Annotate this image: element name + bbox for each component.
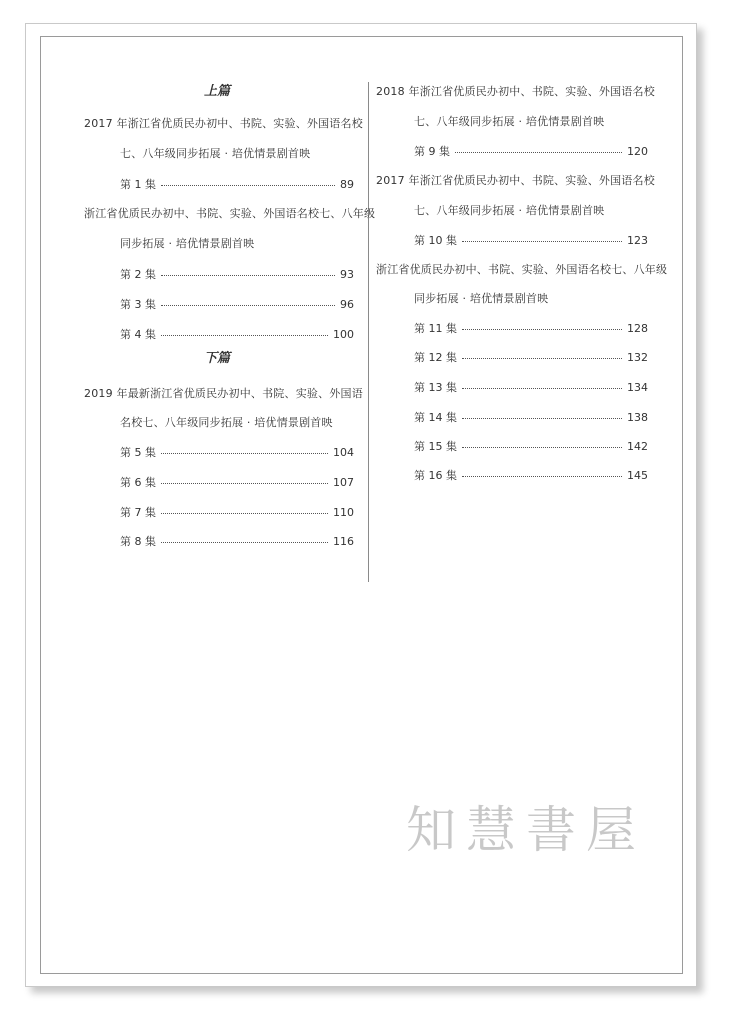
leader-dots — [161, 175, 335, 186]
toc-entry-label: 第 14 集 — [414, 411, 457, 424]
leader-dots — [462, 231, 622, 242]
toc-entry-label: 第 16 集 — [414, 469, 457, 482]
leader-dots — [462, 378, 622, 389]
toc-entry-label: 第 6 集 — [120, 476, 156, 489]
group-heading-line: 2018 年浙江省优质民办初中、书院、实验、外国语名校 — [376, 85, 655, 98]
toc-entry-page: 100 — [333, 328, 354, 341]
leader-dots — [455, 142, 622, 153]
toc-entry-5[interactable] — [120, 445, 354, 460]
toc-entry-page: 96 — [340, 298, 354, 311]
leader-dots — [161, 265, 335, 276]
toc-entry-13[interactable] — [414, 380, 648, 395]
toc-entry-3[interactable] — [120, 297, 354, 312]
toc-entry-page: 132 — [627, 351, 648, 364]
leader-dots — [462, 319, 622, 330]
leader-dots — [462, 466, 622, 477]
watermark-text: 知慧書屋 — [406, 801, 646, 859]
toc-entry-label: 第 3 集 — [120, 298, 156, 311]
group-heading-line: 2017 年浙江省优质民办初中、书院、实验、外国语名校 — [376, 174, 655, 187]
toc-entry-label: 第 1 集 — [120, 178, 156, 191]
toc-entry-page: 89 — [340, 178, 354, 191]
toc-entry-15[interactable] — [414, 439, 648, 454]
toc-entry-page: 110 — [333, 506, 354, 519]
section-title-lower: 下篇 — [204, 351, 231, 366]
toc-entry-page: 145 — [627, 469, 648, 482]
group-heading-line: 同步拓展 · 培优情景剧首映 — [414, 292, 549, 305]
toc-entry-label: 第 13 集 — [414, 381, 457, 394]
toc-entry-label: 第 7 集 — [120, 506, 156, 519]
toc-entry-label: 第 15 集 — [414, 440, 457, 453]
toc-entry-2[interactable] — [120, 267, 354, 282]
leader-dots — [161, 325, 328, 336]
toc-entry-page: 107 — [333, 476, 354, 489]
toc-entry-page: 142 — [627, 440, 648, 453]
toc-entry-page: 134 — [627, 381, 648, 394]
toc-entry-8[interactable] — [120, 534, 354, 549]
group-heading-line: 七、八年级同步拓展 · 培优情景剧首映 — [414, 204, 605, 217]
group-heading-line: 2019 年最新浙江省优质民办初中、书院、实验、外国语 — [84, 387, 363, 400]
group-heading-line: 名校七、八年级同步拓展 · 培优情景剧首映 — [120, 416, 333, 429]
group-heading-line: 2017 年浙江省优质民办初中、书院、实验、外国语名校 — [84, 117, 363, 130]
leader-dots — [462, 408, 622, 419]
toc-entry-1[interactable] — [120, 177, 354, 192]
toc-entry-page: 104 — [333, 446, 354, 459]
leader-dots — [161, 503, 328, 514]
group-heading-line: 浙江省优质民办初中、书院、实验、外国语名校七、八年级 — [84, 207, 376, 220]
toc-entry-label: 第 12 集 — [414, 351, 457, 364]
leader-dots — [462, 348, 622, 359]
toc-entry-12[interactable] — [414, 350, 648, 365]
leader-dots — [161, 532, 328, 543]
group-heading-line: 七、八年级同步拓展 · 培优情景剧首映 — [120, 147, 311, 160]
toc-entry-label: 第 8 集 — [120, 535, 156, 548]
toc-entry-label: 第 11 集 — [414, 322, 457, 335]
toc-entry-16[interactable] — [414, 468, 648, 483]
column-divider — [368, 82, 369, 582]
toc-entry-page: 120 — [627, 145, 648, 158]
toc-entry-page: 138 — [627, 411, 648, 424]
toc-entry-label: 第 2 集 — [120, 268, 156, 281]
group-heading-line: 同步拓展 · 培优情景剧首映 — [120, 237, 255, 250]
toc-entry-page: 128 — [627, 322, 648, 335]
toc-entry-6[interactable] — [120, 475, 354, 490]
toc-entry-label: 第 4 集 — [120, 328, 156, 341]
toc-entry-4[interactable] — [120, 327, 354, 342]
leader-dots — [462, 437, 622, 448]
leader-dots — [161, 295, 335, 306]
section-title-upper: 上篇 — [204, 84, 231, 99]
leader-dots — [161, 473, 328, 484]
toc-entry-10[interactable] — [414, 233, 648, 248]
toc-entry-9[interactable] — [414, 144, 648, 159]
toc-entry-page: 116 — [333, 535, 354, 548]
toc-entry-page: 93 — [340, 268, 354, 281]
toc-entry-11[interactable] — [414, 321, 648, 336]
group-heading-line: 浙江省优质民办初中、书院、实验、外国语名校七、八年级 — [376, 263, 668, 276]
toc-entry-page: 123 — [627, 234, 648, 247]
toc-entry-label: 第 5 集 — [120, 446, 156, 459]
toc-entry-7[interactable] — [120, 505, 354, 520]
group-heading-line: 七、八年级同步拓展 · 培优情景剧首映 — [414, 115, 605, 128]
leader-dots — [161, 443, 328, 454]
toc-entry-label: 第 9 集 — [414, 145, 450, 158]
toc-entry-14[interactable] — [414, 410, 648, 425]
toc-entry-label: 第 10 集 — [414, 234, 457, 247]
